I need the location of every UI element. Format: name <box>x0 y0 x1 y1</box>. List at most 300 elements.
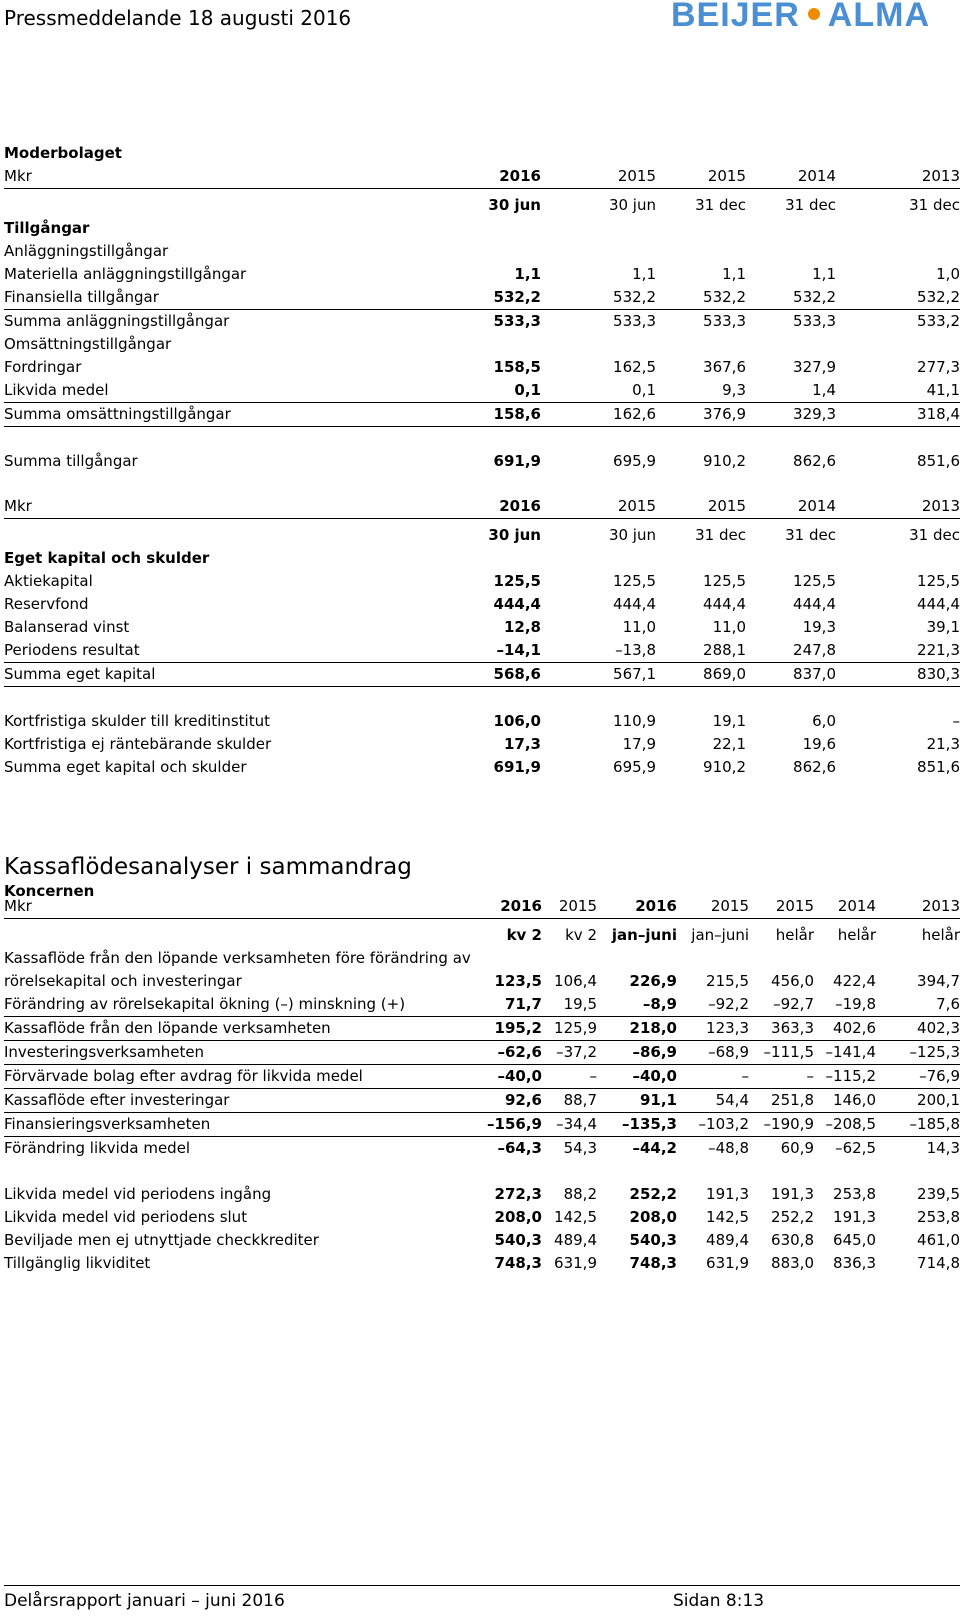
cell-value: 748,3 <box>629 1254 677 1272</box>
col-header-year: 2015 <box>677 895 749 919</box>
cell-value: 1,4 <box>746 379 836 403</box>
cell-value: 106,0 <box>493 712 541 730</box>
cell-value: 60,9 <box>780 1139 814 1157</box>
cell-value: 14,3 <box>926 1139 960 1157</box>
cell-value: 631,9 <box>706 1254 749 1272</box>
col-header-year: 2014 <box>746 495 836 519</box>
col-header-year: 2016 <box>434 495 541 519</box>
row-label: Materiella anläggningstillgångar <box>4 265 247 283</box>
cell-value: 714,8 <box>917 1254 960 1272</box>
table-row <box>4 1229 960 1252</box>
footer-divider <box>4 1585 960 1586</box>
cell-value: 862,6 <box>793 452 836 470</box>
cell-value: 251,8 <box>749 1089 814 1113</box>
col-header-year: 2016 <box>597 895 677 919</box>
cell-value: 247,8 <box>746 639 836 663</box>
row-label: Förändring av rörelsekapital ökning (–) minskning (+) <box>4 993 479 1017</box>
cashflow-header-table <box>4 895 960 947</box>
table-row <box>4 970 960 993</box>
row-label: Summa anläggningstillgångar <box>4 312 230 330</box>
cell-value: –34,4 <box>542 1113 597 1137</box>
cell-value: 533,2 <box>917 312 960 330</box>
cell-value: –40,0 <box>479 1065 542 1089</box>
cell-value: 125,9 <box>542 1017 597 1041</box>
cell-value: 6,0 <box>812 712 836 730</box>
cell-value: 883,0 <box>771 1254 814 1272</box>
table-row <box>4 1252 960 1275</box>
cell-value: 106,4 <box>554 972 597 990</box>
table-row <box>4 356 960 379</box>
cell-value <box>746 240 836 263</box>
col-header-period: jan–juni <box>691 926 749 944</box>
col-header-mkr: Mkr <box>4 895 479 919</box>
cell-value: –19,8 <box>814 993 876 1017</box>
cell-value: 19,1 <box>712 712 746 730</box>
table-row <box>4 1017 960 1041</box>
cell-value: –64,3 <box>497 1139 542 1157</box>
cell-value: 748,3 <box>494 1254 542 1272</box>
cell-value: 191,3 <box>771 1185 814 1203</box>
cell-value: 158,5 <box>493 358 541 376</box>
cell-value: 146,0 <box>814 1089 876 1113</box>
cell-value: 252,2 <box>771 1208 814 1226</box>
col-header-date: 31 dec <box>695 196 746 214</box>
cell-value: 1,1 <box>812 265 836 283</box>
cell-value: 88,2 <box>563 1185 597 1203</box>
cell-value <box>836 240 960 263</box>
equity-year-row <box>4 495 960 519</box>
cell-value: 533,3 <box>493 312 541 330</box>
row-label: Summa eget kapital <box>4 663 434 687</box>
row-label: Förvärvade bolag efter avdrag för likvida medel <box>4 1065 479 1089</box>
balance-year-row <box>4 165 960 189</box>
cashflow-title: Kassaflödesanalyser i sammandrag <box>4 854 412 880</box>
cell-value: 691,9 <box>493 758 541 776</box>
cell-value: 54,3 <box>563 1139 597 1157</box>
col-header-period: kv 2 <box>506 926 542 944</box>
cell-value: 19,6 <box>802 735 836 753</box>
cell-value: –115,2 <box>814 1065 876 1089</box>
cell-value: 456,0 <box>771 972 814 990</box>
cell-value: 0,1 <box>541 379 656 403</box>
table-row <box>4 639 960 663</box>
col-header-date: 30 jun <box>488 196 541 214</box>
footer-report-title: Delårsrapport januari – juni 2016 <box>4 1591 285 1611</box>
row-label: Kortfristiga ej räntebärande skulder <box>4 735 272 753</box>
equity-heading: Eget kapital och skulder <box>4 549 210 567</box>
cashflow-subtitle: Koncernen <box>4 882 95 900</box>
row-label: Kassaflöde från den löpande verksamheten <box>4 1017 479 1041</box>
cell-value: 162,5 <box>613 358 656 376</box>
cell-value: 540,3 <box>629 1231 677 1249</box>
col-header-year: 2016 <box>479 895 542 919</box>
cell-value: 836,3 <box>833 1254 876 1272</box>
col-header-date: 31 dec <box>785 526 836 544</box>
row-label: Balanserad vinst <box>4 618 130 636</box>
table-row <box>4 403 960 427</box>
cell-value: –37,2 <box>542 1041 597 1065</box>
cell-value: 630,8 <box>771 1231 814 1249</box>
cell-value <box>597 947 677 970</box>
spacer-row <box>4 1160 960 1183</box>
row-label: rörelsekapital och investeringar <box>4 972 242 990</box>
row-label: Investeringsverksamheten <box>4 1041 479 1065</box>
cell-value: 17,9 <box>622 735 656 753</box>
table-row <box>4 1113 960 1137</box>
cell-value: 125,5 <box>917 572 960 590</box>
col-header-date: 31 dec <box>785 196 836 214</box>
cell-value: 837,0 <box>746 663 836 687</box>
table-row <box>4 663 960 687</box>
cell-value: 376,9 <box>656 403 746 427</box>
cell-value: –92,2 <box>677 993 749 1017</box>
cell-value: 54,4 <box>677 1089 749 1113</box>
table-row <box>4 993 960 1017</box>
cell-value: –76,9 <box>876 1065 960 1089</box>
cell-value: 444,4 <box>917 595 960 613</box>
col-header-date: 30 jun <box>608 196 656 214</box>
cell-value: 200,1 <box>876 1089 960 1113</box>
cell-value: 142,5 <box>554 1208 597 1226</box>
page-header-title: Pressmeddelande 18 augusti 2016 <box>4 6 352 30</box>
cell-value: 253,8 <box>833 1185 876 1203</box>
col-header-year: 2015 <box>541 495 656 519</box>
cell-value: 208,0 <box>629 1208 677 1226</box>
col-header-date: 30 jun <box>488 526 541 544</box>
cell-value: 277,3 <box>917 358 960 376</box>
cell-value: – <box>952 712 960 730</box>
table-row <box>4 1065 960 1089</box>
spacer-row <box>4 687 960 711</box>
cell-value: –92,7 <box>749 993 814 1017</box>
row-label: Kortfristiga skulder till kreditinstitut <box>4 712 270 730</box>
cell-value: –62,5 <box>835 1139 876 1157</box>
col-header-date: 31 dec <box>909 526 960 544</box>
balance-sheet-table <box>4 165 960 240</box>
cell-value: 327,9 <box>793 358 836 376</box>
cell-value: 695,9 <box>613 452 656 470</box>
cell-value: 1,1 <box>514 265 541 283</box>
footer-page-number: Sidan 8:13 <box>673 1591 765 1611</box>
cell-value: 123,5 <box>494 972 542 990</box>
cell-value: –48,8 <box>708 1139 749 1157</box>
table-row <box>4 733 960 756</box>
col-header-period: helår <box>921 926 960 944</box>
cell-value: 19,5 <box>542 993 597 1017</box>
table-row <box>4 1183 960 1206</box>
cell-value: –190,9 <box>749 1113 814 1137</box>
cell-value: 869,0 <box>656 663 746 687</box>
cashflow-table <box>4 947 960 1275</box>
row-label: Omsättningstillgångar <box>4 335 172 353</box>
row-label: Periodens resultat <box>4 639 434 663</box>
cell-value <box>749 947 814 970</box>
cell-value: 215,5 <box>706 972 749 990</box>
table-row <box>4 710 960 733</box>
cell-value: 532,2 <box>434 286 541 310</box>
spacer-row <box>4 427 960 451</box>
cell-value: –185,8 <box>876 1113 960 1137</box>
row-label: Förändring likvida medel <box>4 1139 191 1157</box>
cell-value: – <box>749 1065 814 1089</box>
table-row <box>4 570 960 593</box>
cell-value: 318,4 <box>836 403 960 427</box>
table-row <box>4 240 960 263</box>
col-header-year: 2015 <box>656 165 746 189</box>
moderbolaget-section <box>4 142 960 779</box>
cell-value: – <box>677 1065 749 1089</box>
cell-value: 218,0 <box>597 1017 677 1041</box>
cell-value: –44,2 <box>632 1139 677 1157</box>
cashflow-section <box>4 895 960 1275</box>
company-logo <box>671 0 930 35</box>
table-row <box>4 263 960 286</box>
col-header-date: 31 dec <box>909 196 960 214</box>
col-header-year: 2013 <box>836 165 960 189</box>
cell-value: 288,1 <box>656 639 746 663</box>
cell-value: 142,5 <box>706 1208 749 1226</box>
cell-value: 17,3 <box>503 735 541 753</box>
cell-value: 11,0 <box>712 618 746 636</box>
cell-value: 125,5 <box>613 572 656 590</box>
equity-table <box>4 570 960 779</box>
col-header-period: kv 2 <box>565 926 597 944</box>
cell-value <box>479 947 542 970</box>
cell-value: 631,9 <box>554 1254 597 1272</box>
equity-date-row <box>4 519 960 548</box>
cell-value: 489,4 <box>706 1231 749 1249</box>
cell-value: –103,2 <box>677 1113 749 1137</box>
cell-value: 422,4 <box>833 972 876 990</box>
cell-value: –13,8 <box>541 639 656 663</box>
cell-value: 830,3 <box>836 663 960 687</box>
cell-value: 272,3 <box>494 1185 542 1203</box>
cell-value: 125,5 <box>703 572 746 590</box>
cell-value: 221,3 <box>836 639 960 663</box>
col-header-year: 2015 <box>542 895 597 919</box>
moderbolaget-heading: Moderbolaget <box>4 144 122 162</box>
cell-value: 88,7 <box>542 1089 597 1113</box>
cell-value: 11,0 <box>622 618 656 636</box>
cell-value: 532,2 <box>836 286 960 310</box>
cell-value <box>434 240 541 263</box>
cell-value: –14,1 <box>434 639 541 663</box>
cell-value: –86,9 <box>597 1041 677 1065</box>
table-row <box>4 310 960 334</box>
cell-value: –8,9 <box>597 993 677 1017</box>
cell-value: 1,0 <box>936 265 960 283</box>
row-label: Aktiekapital <box>4 572 93 590</box>
cell-value: 540,3 <box>494 1231 542 1249</box>
table-row <box>4 1089 960 1113</box>
cell-value: 461,0 <box>917 1231 960 1249</box>
cell-value: 41,1 <box>836 379 960 403</box>
table-row <box>4 1206 960 1229</box>
row-label: Likvida medel <box>4 379 434 403</box>
row-label: Kassaflöde efter investeringar <box>4 1089 479 1113</box>
cell-value: 910,2 <box>703 758 746 776</box>
cell-value: 402,3 <box>876 1017 960 1041</box>
row-label: Likvida medel vid periodens ingång <box>4 1185 272 1203</box>
col-header-mkr: Mkr <box>4 495 434 519</box>
cell-value: 329,3 <box>746 403 836 427</box>
balance-date-row <box>4 189 960 218</box>
cell-value: 444,4 <box>613 595 656 613</box>
col-header-year: 2015 <box>541 165 656 189</box>
cell-value: 444,4 <box>793 595 836 613</box>
row-label: Reservfond <box>4 595 89 613</box>
cell-value: 239,5 <box>917 1185 960 1203</box>
cell-value: – <box>542 1065 597 1089</box>
col-header-year: 2013 <box>876 895 960 919</box>
cell-value: –125,3 <box>876 1041 960 1065</box>
cell-value <box>542 947 597 970</box>
cell-value: 851,6 <box>917 758 960 776</box>
col-header-period: jan–juni <box>611 926 677 944</box>
cell-value: 1,1 <box>632 265 656 283</box>
section-heading-row <box>4 217 960 240</box>
row-label: Finansieringsverksamheten <box>4 1113 479 1137</box>
cell-value: 695,9 <box>613 758 656 776</box>
cell-value: –68,9 <box>677 1041 749 1065</box>
table-row <box>4 756 960 779</box>
equity-header-table <box>4 495 960 570</box>
cell-value: 533,3 <box>793 312 836 330</box>
col-header-year: 2014 <box>746 165 836 189</box>
logo-dot-icon <box>808 8 820 20</box>
row-label: Fordringar <box>4 358 82 376</box>
row-label: Summa eget kapital och skulder <box>4 758 247 776</box>
cell-value: 12,8 <box>503 618 541 636</box>
row-label: Beviljade men ej utnyttjade checkkrediter <box>4 1231 319 1249</box>
cell-value: –208,5 <box>814 1113 876 1137</box>
cell-value <box>434 333 541 356</box>
table-row <box>4 593 960 616</box>
cell-value: 125,5 <box>493 572 541 590</box>
table-row <box>4 616 960 639</box>
cell-value: 645,0 <box>833 1231 876 1249</box>
cell-value: –62,6 <box>479 1041 542 1065</box>
cell-value: 19,3 <box>802 618 836 636</box>
cell-value: 394,7 <box>917 972 960 990</box>
cell-value: 533,3 <box>613 312 656 330</box>
col-header-year: 2015 <box>656 495 746 519</box>
col-header-mkr: Mkr <box>4 165 434 189</box>
col-header-year: 2013 <box>836 495 960 519</box>
table-row <box>4 379 960 403</box>
cell-value <box>836 333 960 356</box>
cell-value: 567,1 <box>541 663 656 687</box>
cell-value <box>876 947 960 970</box>
table-row <box>4 1041 960 1065</box>
col-header-year: 2014 <box>814 895 876 919</box>
cell-value: 851,6 <box>917 452 960 470</box>
cell-value: –111,5 <box>749 1041 814 1065</box>
table-row <box>4 286 960 310</box>
cell-value: 92,6 <box>479 1089 542 1113</box>
table-row <box>4 450 960 473</box>
cell-value: 0,1 <box>434 379 541 403</box>
table-row <box>4 947 960 970</box>
cell-value <box>656 333 746 356</box>
logo-text-left: BEIJER <box>670 0 800 34</box>
cell-value: –156,9 <box>479 1113 542 1137</box>
cell-value: 367,6 <box>703 358 746 376</box>
col-header-date: 30 jun <box>608 526 656 544</box>
col-header-period: helår <box>775 926 814 944</box>
col-header-period: helår <box>837 926 876 944</box>
cell-value: 444,4 <box>493 595 541 613</box>
cell-value: 39,1 <box>926 618 960 636</box>
row-label: Summa tillgångar <box>4 452 138 470</box>
cell-value: 1,1 <box>722 265 746 283</box>
cashflow-period-row <box>4 919 960 948</box>
cell-value: 532,2 <box>746 286 836 310</box>
assets-table <box>4 240 960 473</box>
logo-text-right: ALMA <box>827 0 930 34</box>
table-row <box>4 1137 960 1161</box>
cell-value: –141,4 <box>814 1041 876 1065</box>
cell-value: 21,3 <box>926 735 960 753</box>
cell-value: 9,3 <box>656 379 746 403</box>
cell-value: 158,6 <box>434 403 541 427</box>
cell-value: 162,6 <box>541 403 656 427</box>
cell-value: 253,8 <box>917 1208 960 1226</box>
cell-value: 363,3 <box>749 1017 814 1041</box>
cell-value: 7,6 <box>876 993 960 1017</box>
cell-value <box>746 333 836 356</box>
cell-value: 568,6 <box>434 663 541 687</box>
cell-value: 533,3 <box>703 312 746 330</box>
cell-value <box>814 947 876 970</box>
cell-value: 489,4 <box>554 1231 597 1249</box>
col-header-year: 2015 <box>749 895 814 919</box>
cell-value: 110,9 <box>613 712 656 730</box>
cell-value: 862,6 <box>793 758 836 776</box>
cell-value: –135,3 <box>597 1113 677 1137</box>
table-row <box>4 333 960 356</box>
cashflow-year-row <box>4 895 960 919</box>
cell-value: 402,6 <box>814 1017 876 1041</box>
cell-value: 91,1 <box>597 1089 677 1113</box>
row-label: Anläggningstillgångar <box>4 242 169 260</box>
cell-value: 191,3 <box>706 1185 749 1203</box>
cell-value: 532,2 <box>656 286 746 310</box>
row-label: Likvida medel vid periodens slut <box>4 1208 248 1226</box>
cell-value: 208,0 <box>494 1208 542 1226</box>
section-heading-row <box>4 547 960 570</box>
cell-value: 910,2 <box>703 452 746 470</box>
row-label: Finansiella tillgångar <box>4 286 434 310</box>
cell-value <box>656 240 746 263</box>
cell-value: 444,4 <box>703 595 746 613</box>
cell-value <box>541 240 656 263</box>
cell-value: 691,9 <box>493 452 541 470</box>
cell-value: –40,0 <box>597 1065 677 1089</box>
assets-heading: Tillgångar <box>4 219 90 237</box>
cell-value <box>541 333 656 356</box>
cell-value: 226,9 <box>629 972 677 990</box>
col-header-year: 2016 <box>434 165 541 189</box>
cell-value: 125,5 <box>793 572 836 590</box>
cell-value: 123,3 <box>677 1017 749 1041</box>
cell-value: 22,1 <box>712 735 746 753</box>
cell-value: 71,7 <box>479 993 542 1017</box>
row-label: Summa omsättningstillgångar <box>4 403 434 427</box>
cell-value <box>677 947 749 970</box>
row-label: Kassaflöde från den löpande verksamheten före förändring av <box>4 949 471 967</box>
cell-value: 195,2 <box>479 1017 542 1041</box>
